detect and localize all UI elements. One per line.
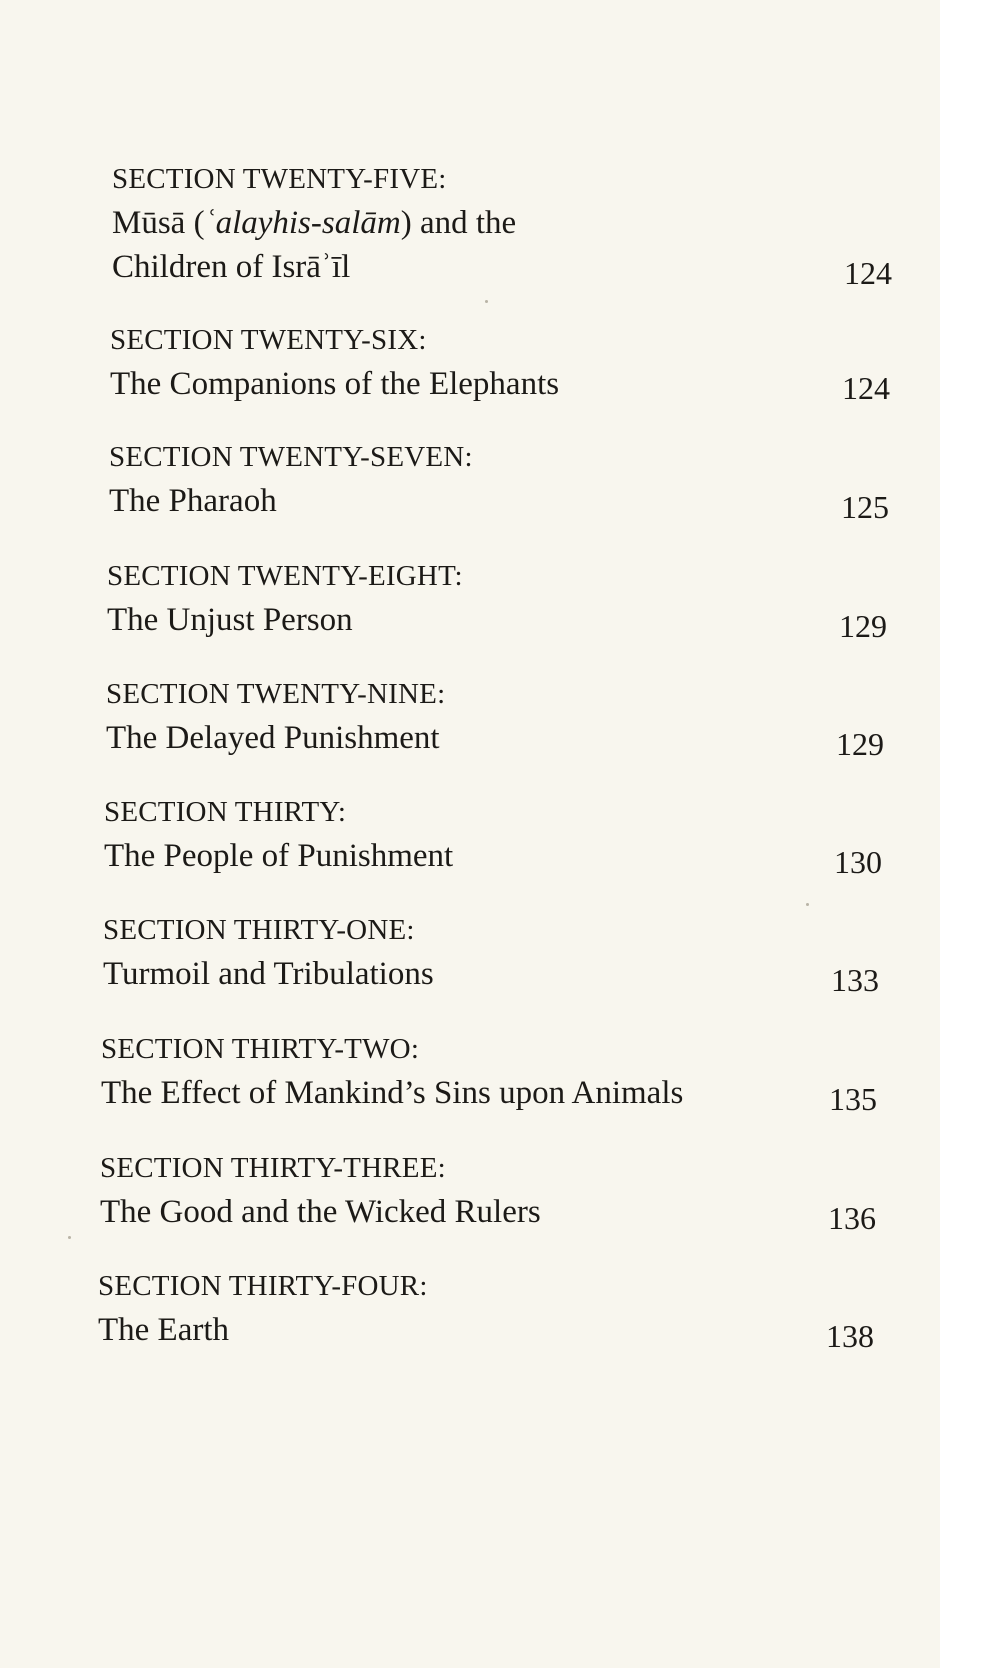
page-number: 124: [844, 255, 892, 291]
paper-speck: [806, 903, 809, 906]
paper-speck: [68, 1236, 71, 1239]
toc-entry: [107, 554, 887, 642]
toc-entry: [101, 1027, 877, 1115]
section-title: The Earth: [98, 1312, 230, 1348]
toc-entry: [103, 908, 879, 996]
section-title: The Companions of the Elephants: [110, 366, 560, 402]
section-heading: SECTION TWENTY-NINE:: [106, 678, 446, 710]
scan-margin: [940, 0, 999, 1676]
section-heading: SECTION TWENTY-FIVE:: [112, 163, 447, 195]
scan-bottom-edge: [0, 1668, 940, 1676]
page-number: 138: [826, 1318, 874, 1354]
section-title: The Delayed Punishment: [106, 720, 440, 756]
section-heading: SECTION THIRTY-THREE:: [100, 1152, 446, 1184]
page-number: 135: [829, 1081, 877, 1117]
section-title: The Pharaoh: [109, 483, 277, 519]
toc-entry: [104, 790, 882, 878]
toc-entry: [106, 672, 884, 760]
section-heading: SECTION TWENTY-EIGHT:: [107, 560, 463, 592]
section-heading: SECTION THIRTY-TWO:: [101, 1033, 420, 1065]
section-title-part: ) and the: [400, 205, 517, 241]
page-number: 129: [839, 608, 887, 644]
page-number: 130: [834, 844, 882, 880]
section-title-part: Mūsā (: [112, 205, 205, 241]
page-number: 133: [831, 962, 879, 998]
section-heading: SECTION THIRTY:: [104, 796, 347, 828]
section-title: The People of Punishment: [104, 838, 454, 874]
section-title-italic: ʿalayhis-salām: [204, 205, 401, 241]
section-heading: SECTION TWENTY-SIX:: [110, 324, 427, 356]
section-title: Turmoil and Tribulations: [103, 956, 434, 992]
section-heading: SECTION THIRTY-FOUR:: [98, 1270, 428, 1302]
paper-speck: [485, 300, 488, 303]
page-number: 125: [841, 489, 889, 525]
page-number: 129: [836, 726, 884, 762]
page-number: 124: [842, 370, 890, 406]
toc-entry: [110, 318, 890, 406]
section-title: The Effect of Mankind’s Sins upon Animals: [101, 1075, 684, 1111]
section-title: The Good and the Wicked Rulers: [100, 1194, 541, 1230]
toc-entry: [100, 1146, 876, 1234]
section-heading: SECTION TWENTY-SEVEN:: [109, 441, 473, 473]
section-title-line2: Children of Isrāʾīl: [112, 249, 351, 285]
toc-entry: [109, 435, 889, 523]
page-number: 136: [828, 1200, 876, 1236]
toc-entry: [112, 157, 892, 289]
toc-entry: [98, 1264, 874, 1352]
section-heading: SECTION THIRTY-ONE:: [103, 914, 415, 946]
section-title: [112, 201, 892, 245]
section-title: The Unjust Person: [107, 602, 353, 638]
